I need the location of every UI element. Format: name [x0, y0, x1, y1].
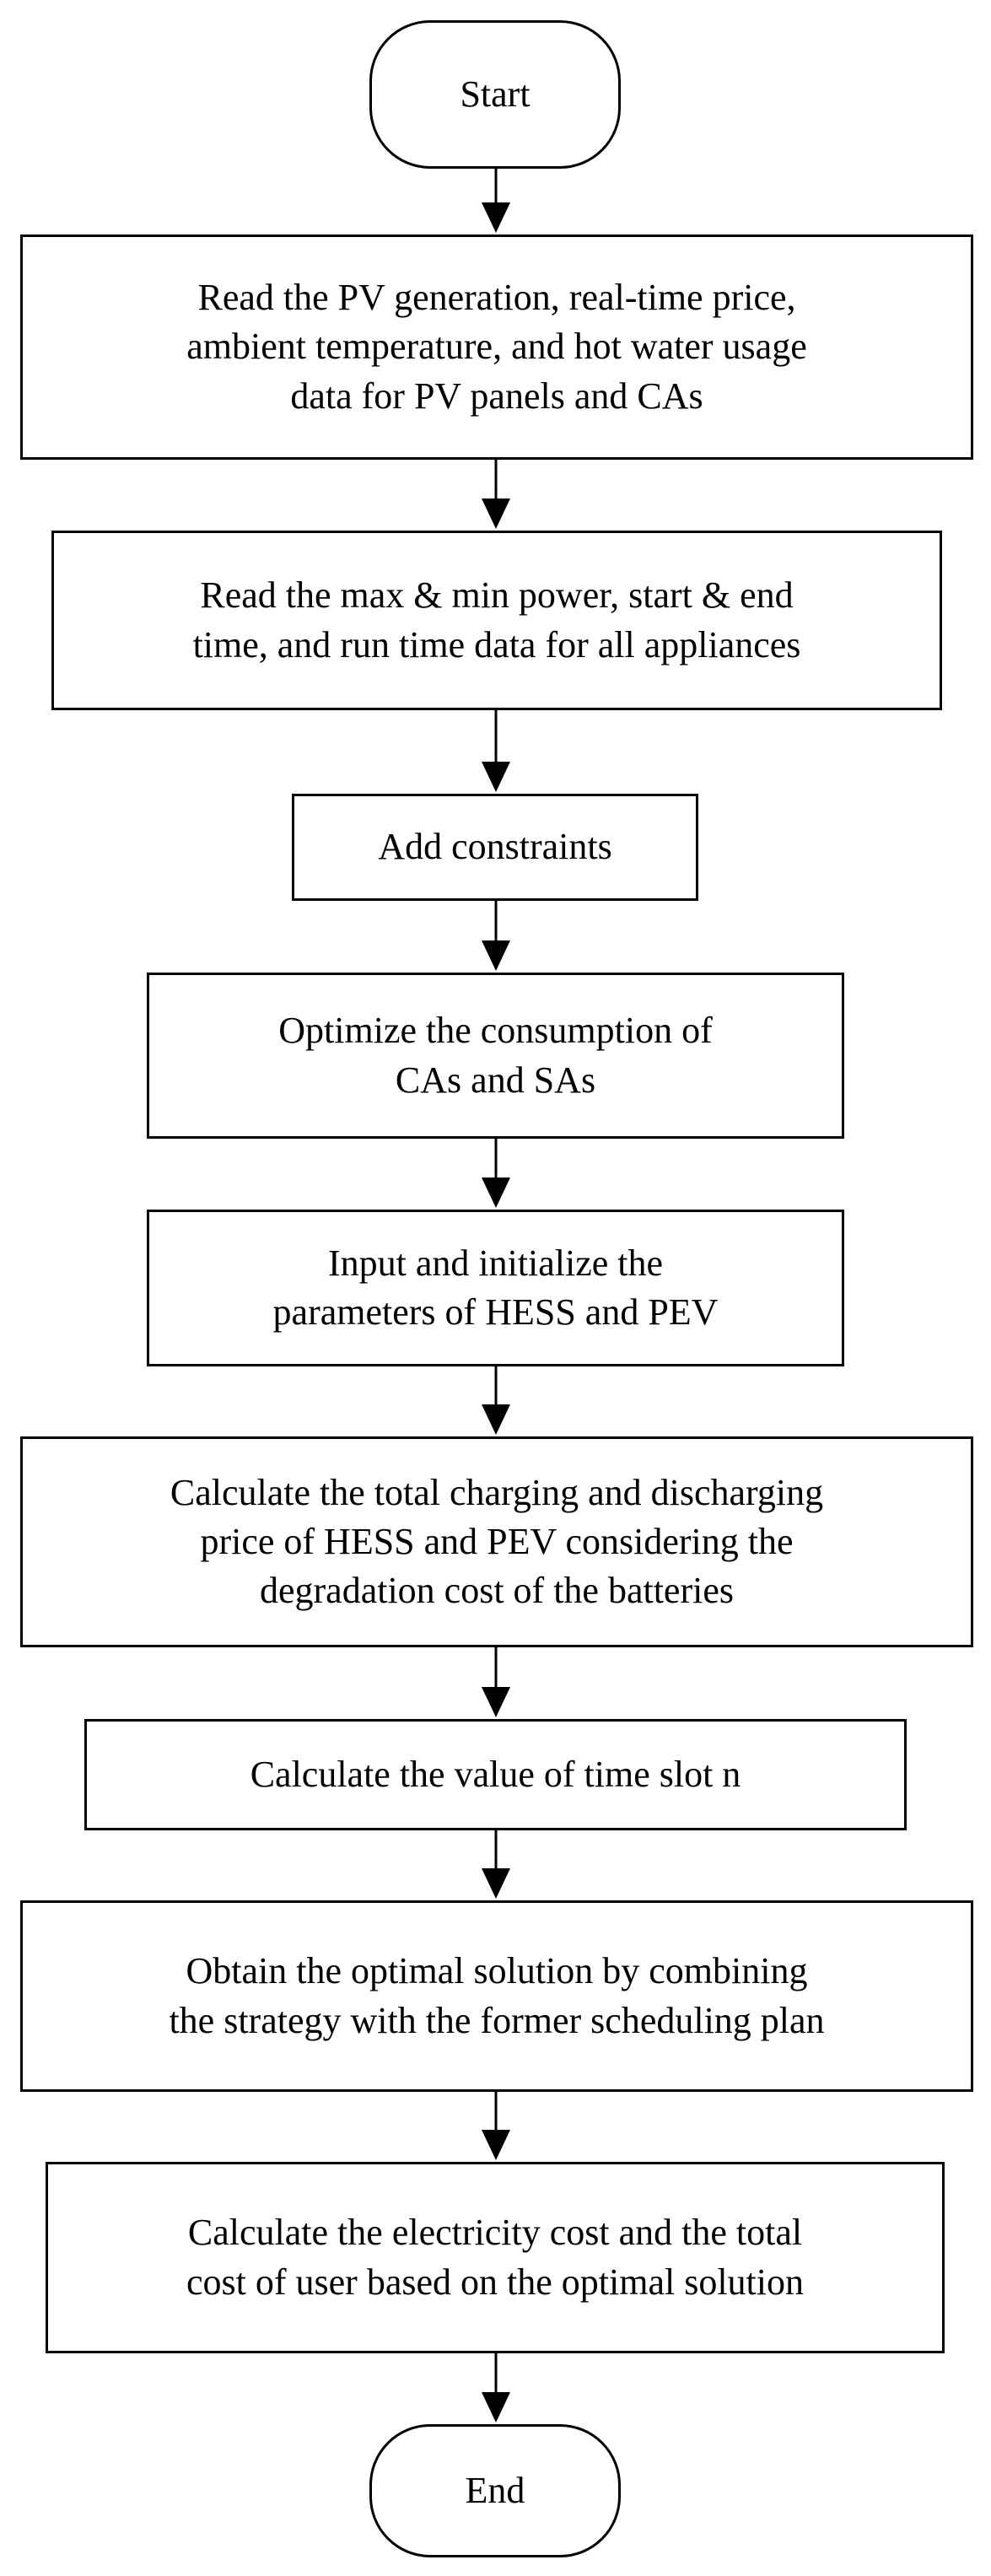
step-line: Read the max & min power, start & end [200, 574, 794, 617]
step-line: Add constraints [378, 826, 612, 868]
step-line: degradation cost of the batteries [259, 1570, 734, 1612]
step-line: Calculate the value of time slot n [250, 1753, 741, 1795]
step-line: price of HESS and PEV considering the [200, 1520, 794, 1562]
step-line: the strategy with the former scheduling plan [169, 1999, 825, 2041]
step-read-appliance-data [51, 531, 942, 710]
step-line: data for PV panels and CAs [290, 375, 703, 417]
step-line: ambient temperature, and hot water usage [186, 326, 807, 368]
step-optimize-consumption [147, 973, 844, 1139]
step-line: cost of user based on the optimal solution [186, 2261, 804, 2303]
step-add-constraints [292, 794, 698, 901]
step-read-pv-data [20, 234, 973, 460]
step-line: Read the PV generation, real-time price, [197, 277, 796, 319]
step-line: parameters of HESS and PEV [272, 1291, 719, 1333]
start-label: Start [460, 73, 531, 115]
step-line: CAs and SAs [395, 1059, 596, 1101]
step-line: Calculate the total charging and discharging [170, 1471, 824, 1513]
step-obtain-optimal-solution [20, 1900, 973, 2092]
end-terminal [369, 2424, 621, 2557]
step-calculate-charging-price [20, 1436, 973, 1647]
step-line: Obtain the optimal solution by combining [186, 1950, 808, 1992]
step-line: Calculate the electricity cost and the total [187, 2212, 803, 2254]
step-line: Optimize the consumption of [278, 1010, 713, 1052]
step-calculate-electricity-cost [46, 2162, 945, 2353]
step-calculate-time-slot [84, 1719, 907, 1830]
step-line: time, and run time data for all appliances [192, 623, 801, 666]
step-initialize-parameters [147, 1210, 844, 1366]
end-label: End [465, 2469, 525, 2511]
start-terminal [369, 20, 621, 169]
step-line: Input and initialize the [327, 1242, 664, 1284]
